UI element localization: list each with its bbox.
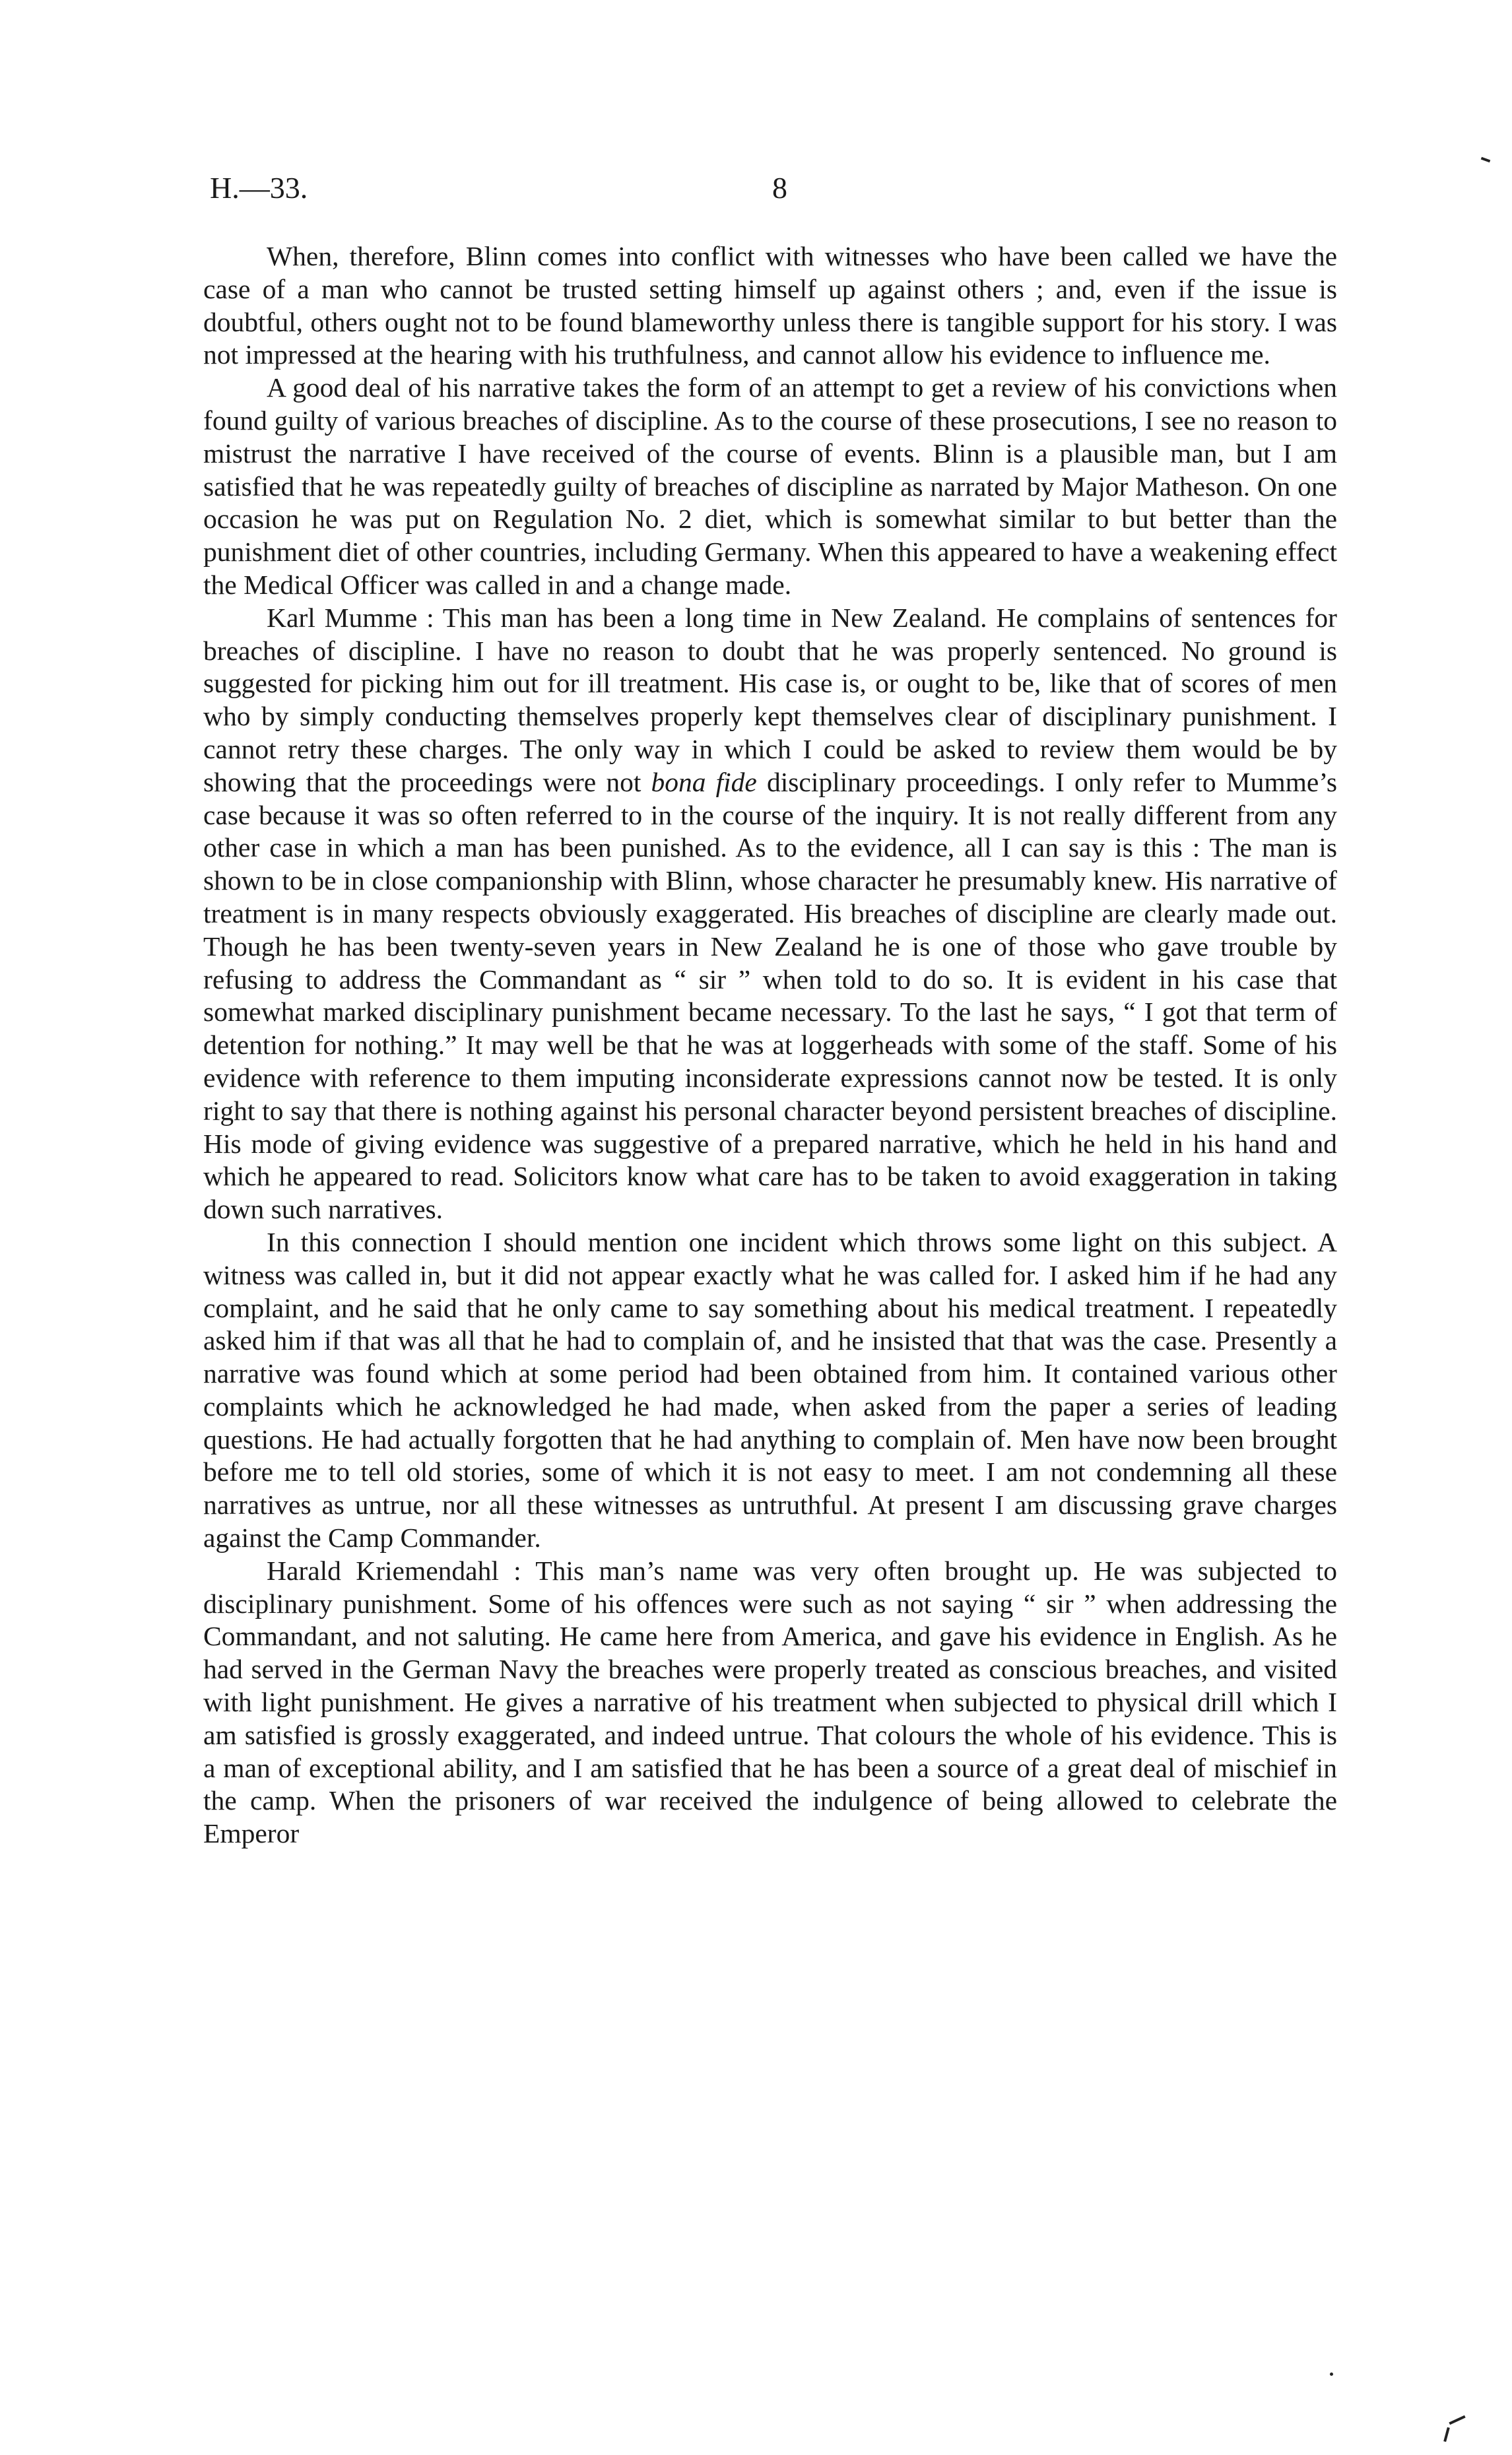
mumme-text-after: disciplinary proceedings. I only refer to Mumme’s case because it was so often referred to in the course of the inquiry. It is not really different from any other case in which a man has been punished. As to the evidence, all I can say is this : The man is shown to be in close companionship with Blinn, whose character he presumably knew. His narrative of treatment is in many respects obviously exaggerated. His breaches of discipline are clearly made out. Though he has been twenty-seven years in New Zealand he is one of those who gave trouble by refusing to address the Commandant as “ sir ” when told to do so. It is evident in his case that somewhat marked disciplinary punishment became necessary. To the last he says, “ I got that term of detention for nothing.” It may well be that he was at loggerheads with some of the staff. Some of his evidence with reference to them imputing inconsiderate expressions cannot now be tested. It is only right to say that there is nothing against his personal character beyond persistent breaches of discipline. His mode of giving evidence was suggestive of a prepared narrative, which he held in his hand and which he appeared to read. Solicitors know what care has to be taken to avoid exaggeration in taking down such narratives.	[203, 766, 1338, 1225]
page-number: 8	[772, 171, 787, 205]
mumme-text-before: Karl Mumme : This man has been a long time in New Zealand. He complains of sentences for breaches of discipline. I have no reason to doubt that he was properly sentenced. No ground is suggested for picking him out for ill treatment. His case is, or ought to be, like that of scores of men who by simply conducting themselves properly kept themselves clear of disciplinary punishment. I cannot retry these charges. The only way in which I could be asked to review them would be by showing that the proceedings were not	[203, 602, 1337, 797]
paragraph-karl-mumme	[203, 602, 1337, 1226]
scan-speck	[1449, 2415, 1465, 2425]
paragraph-blinn-truthfulness: When, therefore, Blinn comes into conflict with witnesses who have been called we have the case of a man who cannot be trusted setting himself up against others ; and, even if the issue is doubtful, others ought not to be found blameworthy unless there is tangible support for his story. I was not impressed at the hearing with his truthfulness, and cannot allow his evidence to influence me.	[203, 241, 1337, 370]
paragraph-witness-incident: In this connection I should mention one incident which throws some light on this subject. A witness was called in, but it did not appear exactly what he was called for. I asked him if he had any complaint, and he said that he only came to say something about his medical treatment. I repeatedly asked him if that was all that he had to complain of, and he insisted that that was the case. Presently a narrative was found which at some period had been obtained from him. It contained various other complaints which he acknowledged he had made, when asked from the paper a series of leading questions. He had actually forgotten that he had anything to complain of. Men have now been brought before me to tell old stories, some of which it is not easy to meet. I am not condemning all these narratives as untrue, nor all these witnesses as untruthful. At present I am discussing grave charges against the Camp Commander.	[203, 1226, 1337, 1554]
scan-speck	[1481, 157, 1491, 163]
paragraph-blinn-convictions: A good deal of his narrative takes the form of an attempt to get a review of his convictions when found guilty of various breaches of discipline. As to the course of these prosecutions, I see no reason to mistrust the narrative I have received of the course of events. Blinn is a plausible man, but I am satisfied that he was repeatedly guilty of breaches of discipline as narrated by Major Matheson. On one occasion he was put on Regulation No. 2 diet, which is somewhat similar to but better than the punishment diet of other countries, including Germany. When this appeared to have a weakening effect the Medical Officer was called in and a change made.	[203, 372, 1337, 600]
document-reference: H.—33.	[210, 171, 308, 205]
scan-speck	[1330, 2373, 1333, 2376]
paragraph-harald-kriemendahl: Harald Kriemendahl : This man’s name was very often brought up. He was subjected to disciplinary punishment. Some of his offences were such as not saying “ sir ” when addressing the Commandant, and not saluting. He came here from America, and gave his evidence in English. As he had served in the German Navy the breaches were properly treated as conscious breaches, and visited with light punishment. He gives a narrative of his treatment when subjected to physical drill which I am satisfied is grossly exaggerated, and indeed untrue. That colours the whole of his evidence. This is a man of exceptional ability, and I am satisfied that he has been a source of a great deal of mischief in the camp. When the prisoners of war received the indulgence of being allowed to celebrate the Emperor	[203, 1555, 1337, 1849]
body-text	[203, 240, 1337, 1850]
scan-speck	[1443, 2427, 1450, 2442]
page-header	[210, 170, 1305, 216]
italic-phrase: bona fide	[651, 766, 757, 797]
